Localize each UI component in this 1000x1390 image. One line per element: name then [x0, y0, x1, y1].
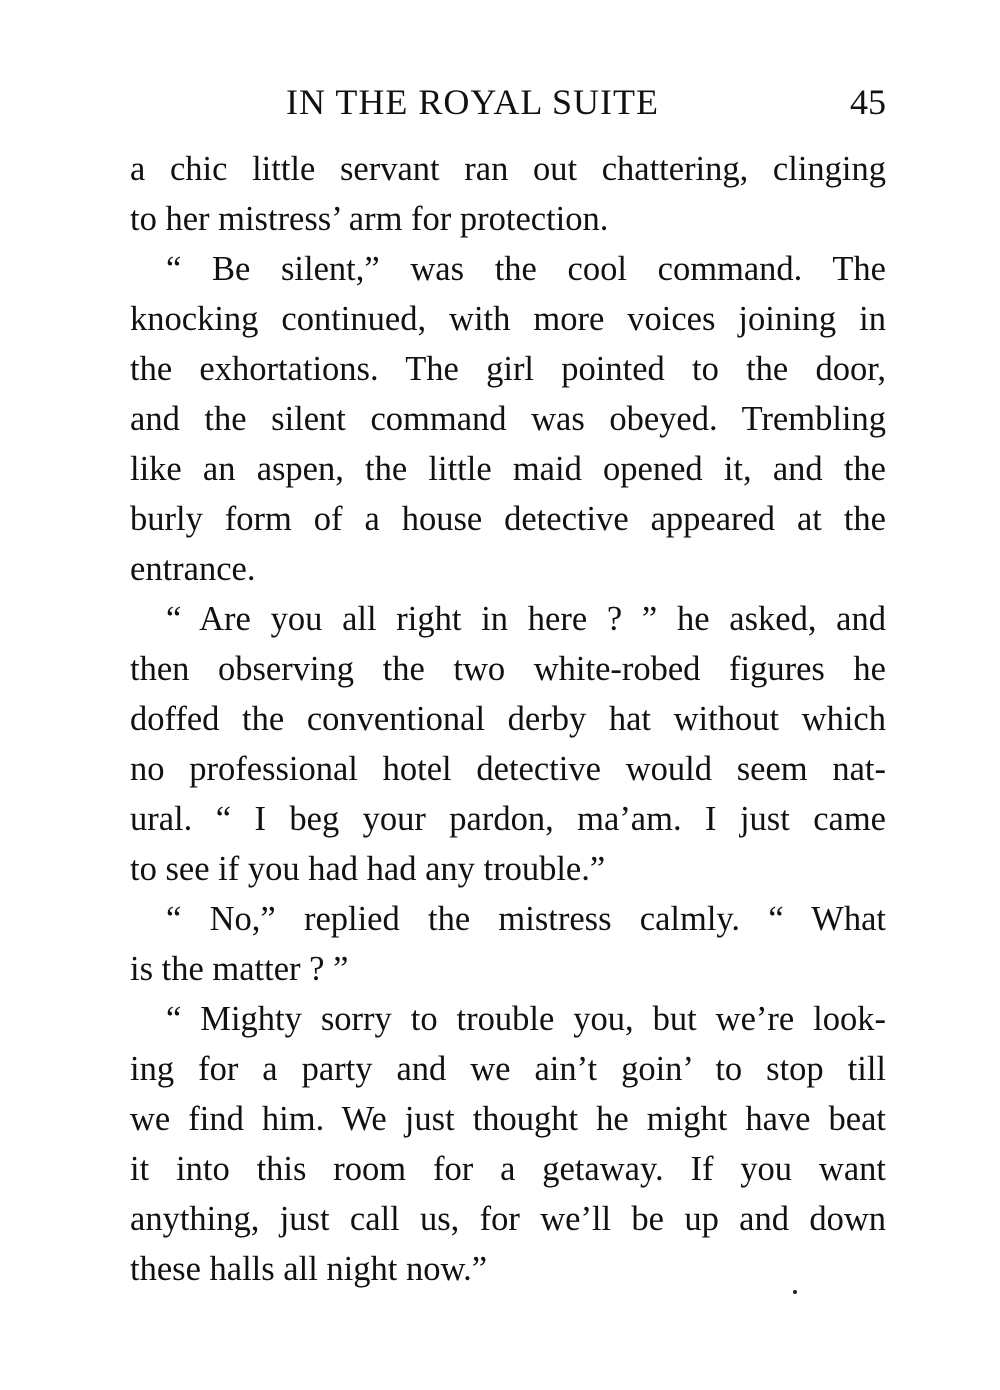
print-speck [793, 1290, 797, 1294]
page-number: 45 [850, 82, 886, 122]
text-line: “ Mighty sorry to trouble you, but we’re look- [166, 1000, 886, 1038]
text-line: doffed the conventional derby hat without which [130, 700, 886, 738]
text-line: and the silent command was obeyed. Trembling [130, 400, 886, 438]
text-line: ural. “ I beg your pardon, ma’am. I just came [130, 800, 886, 838]
text-line: then observing the two white-robed figures he [130, 650, 886, 688]
text-line: entrance. [130, 550, 256, 588]
text-line: knocking continued, with more voices joining in [130, 300, 886, 338]
text-line: “ Are you all right in here ? ” he asked, and [166, 600, 886, 638]
body-text [130, 144, 886, 1294]
text-line: the exhortations. The girl pointed to the door, [130, 350, 886, 388]
text-line: we find him. We just thought he might have beat [130, 1100, 886, 1138]
text-line: like an aspen, the little maid opened it, and the [130, 450, 886, 488]
text-line: no professional hotel detective would seem nat- [130, 750, 886, 788]
text-line: anything, just call us, for we’ll be up and down [130, 1200, 886, 1238]
text-line: it into this room for a getaway. If you want [130, 1150, 886, 1188]
text-line: burly form of a house detective appeared at the [130, 500, 886, 538]
text-line: is the matter ? ” [130, 950, 349, 988]
running-title: IN THE ROYAL SUITE [286, 82, 659, 122]
text-line: “ Be silent,” was the cool command. The [166, 250, 886, 288]
text-line: to see if you had had any trouble.” [130, 850, 606, 888]
text-line: ing for a party and we ain’t goin’ to stop till [130, 1050, 886, 1088]
text-line: these halls all night now.” [130, 1250, 488, 1288]
text-line: to her mistress’ arm for protection. [130, 200, 609, 238]
running-head [130, 74, 886, 130]
text-line: a chic little servant ran out chattering, clinging [130, 150, 886, 188]
text-line: “ No,” replied the mistress calmly. “ What [166, 900, 886, 938]
